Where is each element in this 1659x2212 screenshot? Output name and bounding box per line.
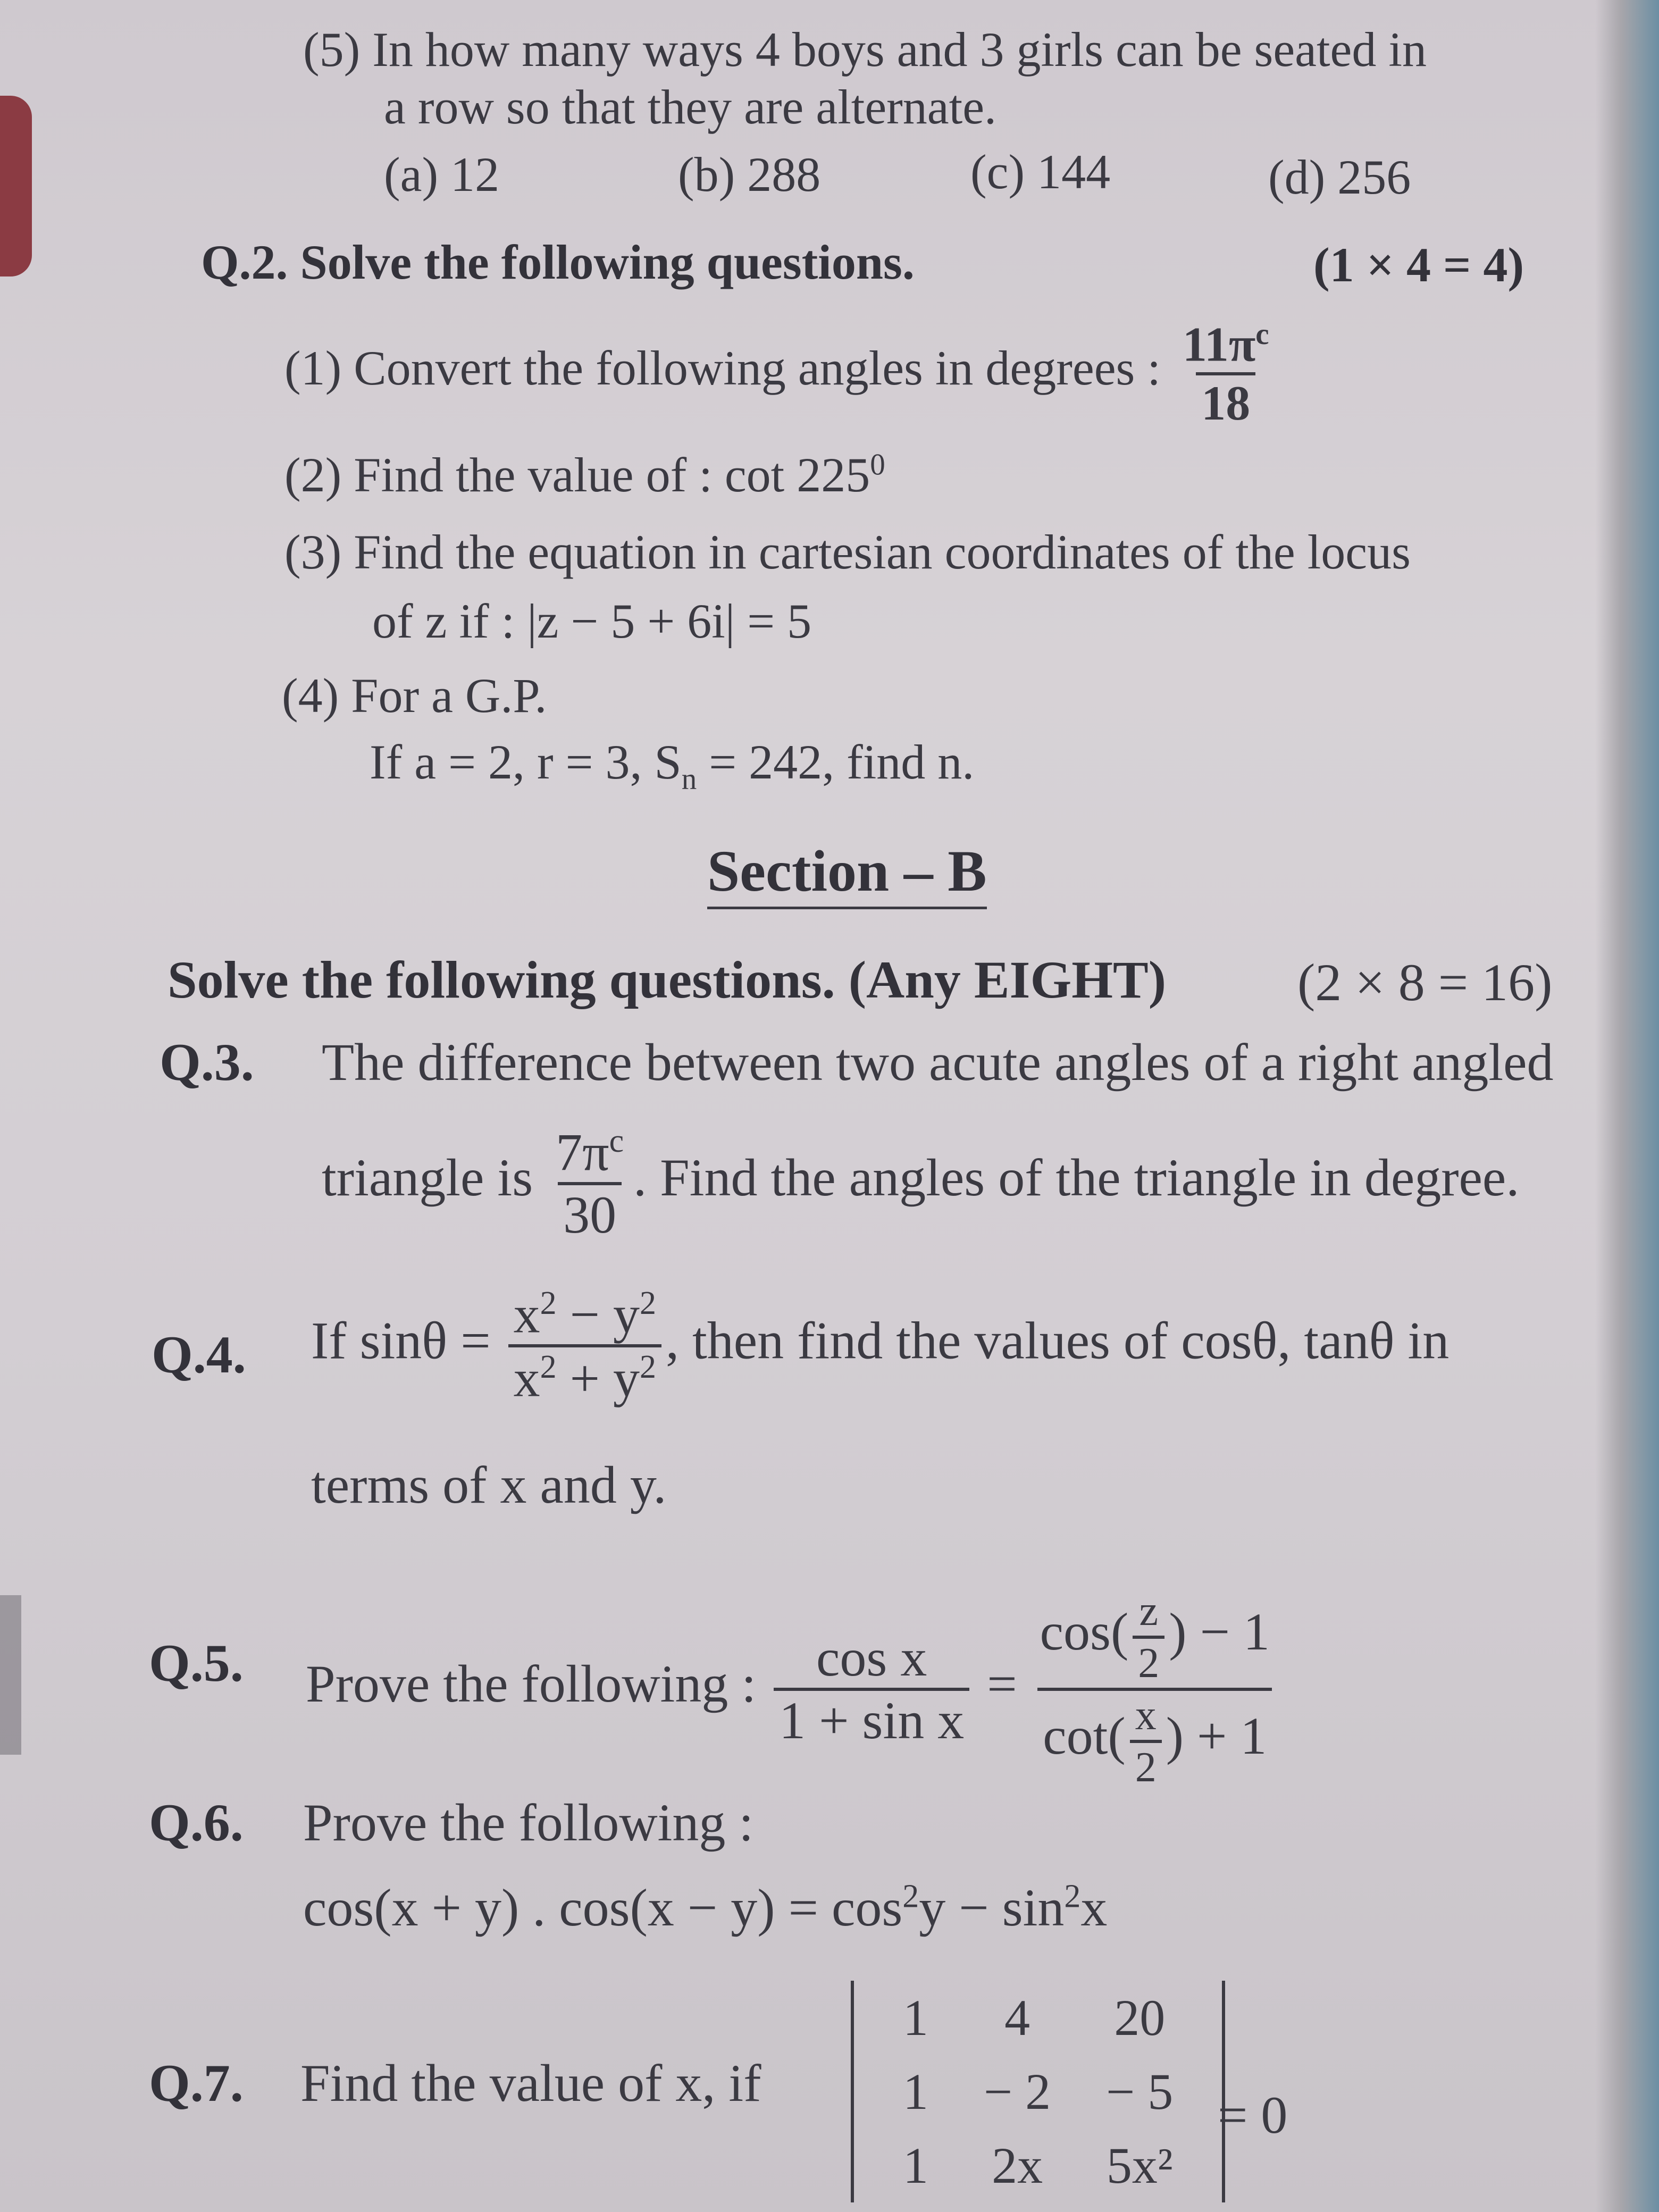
q1-5-option-b: (b) 288 [678, 147, 821, 202]
q5-rhs-den-inner-den: 2 [1130, 1740, 1162, 1789]
q2-part-2-text: Find the value of : cot 225 [354, 448, 870, 502]
page-shadow-decor [0, 1595, 21, 1755]
q4-den-b: + y [556, 1348, 640, 1408]
q7-label: Q.7. [149, 2054, 244, 2113]
q4-num-sup2: 2 [640, 1285, 657, 1321]
q3-text-a: triangle is [322, 1148, 533, 1208]
q4-den-a: x [513, 1348, 540, 1408]
q2-part-4-line2 [370, 734, 974, 796]
q5-statement [306, 1590, 1279, 1789]
q7-matrix [851, 1981, 1225, 2202]
q4-num-sup1: 2 [540, 1285, 557, 1321]
q7-cell-r1c1: 1 [903, 1989, 928, 2046]
section-b-instruction: Solve the following questions. (Any EIGHT) [167, 950, 1167, 1009]
q3-frac-sup: c [609, 1123, 624, 1159]
q2-part-3-line1 [284, 524, 1411, 580]
q1-5-text: In how many ways 4 boys and 3 girls can be seated in [372, 22, 1427, 77]
q4-text-b: , then find the values of cosθ, tanθ in [666, 1311, 1449, 1370]
q7-cell-r3c2: 2x [992, 2137, 1043, 2194]
q2-part-2-number: (2) [284, 448, 342, 502]
q2-part-1 [284, 319, 1279, 428]
q5-text: Prove the following : [306, 1654, 757, 1713]
q2-part-3-line2: of z if : |z − 5 + 6i| = 5 [372, 594, 812, 648]
q7-cell-r1c2: 4 [1004, 1989, 1030, 2046]
q5-rhs-den-a: cot [1043, 1706, 1108, 1765]
q5-rhs-fraction: cos( $\frac{z}{2}$ ) − 1 cot( $\frac{x}{2}$ ) + 1 [1035, 1590, 1275, 1789]
q3-line1: The difference between two acute angles of a right angled [322, 1033, 1554, 1092]
q3-text-b: . Find the angles of the triangle in degree. [633, 1148, 1520, 1208]
q7-cell-r2c3: − 5 [1106, 2063, 1174, 2120]
q6-sup2: 2 [1064, 1878, 1081, 1915]
q4-line1 [311, 1285, 1449, 1408]
q5-lhs-den: 1 + sin x [774, 1688, 969, 1747]
section-b-marks: (2 × 8 = 16) [1297, 953, 1553, 1012]
q2-marks: (1 × 4 = 4) [1313, 238, 1524, 292]
q2-part-4-text-b: = 242, find n. [697, 735, 975, 789]
q3-fraction [550, 1122, 629, 1245]
q5-rhs-num-inner-den: 2 [1133, 1636, 1164, 1685]
q3-frac-num: 7π [556, 1122, 609, 1182]
q4-fraction [508, 1285, 661, 1408]
q3-frac-den: 30 [558, 1182, 622, 1242]
q2-part-1-frac-sup: c [1255, 317, 1269, 351]
q2-part-3-text: Find the equation in cartesian coordinates of the locus [354, 525, 1411, 579]
q2-part-4-sub: n [681, 762, 697, 796]
q6-text-c: x [1080, 1878, 1108, 1937]
q2-part-1-number: (1) [284, 340, 342, 395]
q6-line2 [303, 1877, 1107, 1938]
q4-den-sup2: 2 [640, 1349, 657, 1386]
q2-part-4-number: (4) [282, 668, 339, 723]
section-b-title-text: Section – B [707, 839, 987, 909]
q7-determinant [851, 1981, 1225, 2202]
q5-rhs-num-inner-num: z [1139, 1588, 1159, 1635]
q1-5-line2: a row so that they are alternate. [384, 80, 997, 134]
q5-rhs-num-inner [1133, 1590, 1164, 1685]
q6-line1: Prove the following : [303, 1793, 754, 1852]
q4-den-sup1: 2 [540, 1349, 557, 1386]
q2-part-4-text: For a G.P. [351, 668, 547, 723]
q1-5-option-c: (c) 144 [970, 145, 1111, 199]
q6-text-a: cos(x + y) . cos(x − y) = cos [303, 1878, 903, 1937]
q3-line2 [322, 1122, 1520, 1245]
q2-part-3-number: (3) [284, 525, 342, 579]
page-edge-left-decor [0, 96, 32, 276]
q7-rhs: = 0 [1218, 2085, 1288, 2144]
q2-part-1-frac-den: 18 [1196, 372, 1255, 428]
q7-cell-r3c1: 1 [903, 2137, 928, 2194]
q7-text: Find the value of x, if [300, 2054, 761, 2113]
q4-label: Q.4. [152, 1325, 246, 1384]
section-b-title [707, 837, 987, 905]
q6-sup1: 2 [902, 1878, 919, 1915]
q5-lhs-fraction [774, 1628, 969, 1750]
q2-part-1-frac-num: 11π [1182, 317, 1256, 372]
q5-rhs-den-inner-num: x [1135, 1692, 1157, 1739]
q2-part-2 [284, 447, 885, 503]
q7-cell-r1c3: 20 [1114, 1989, 1166, 2046]
q3-label: Q.3. [160, 1033, 254, 1092]
q7-cell-r2c1: 1 [903, 2063, 928, 2120]
q4-line2: terms of x and y. [311, 1455, 667, 1514]
q1-5-number: (5) [303, 22, 361, 77]
q6-text-b: y − sin [919, 1878, 1065, 1937]
q6-label: Q.6. [149, 1793, 244, 1852]
q5-equals: = [987, 1654, 1017, 1713]
q4-num-a: x [513, 1285, 540, 1344]
page-edge-right-decor [1595, 0, 1659, 2212]
q2-part-1-fraction [1177, 319, 1275, 428]
q4-text-a: If sinθ = [311, 1311, 491, 1370]
q7-cell-r2c2: − 2 [984, 2063, 1051, 2120]
q2-part-4-line1 [282, 667, 547, 724]
q4-num-b: − y [556, 1285, 640, 1344]
q1-5-option-d: (d) 256 [1268, 150, 1411, 204]
q1-5-option-a: (a) 12 [384, 147, 500, 202]
q5-rhs-num-b: − 1 [1200, 1602, 1270, 1661]
q2-part-2-degree: 0 [870, 448, 885, 482]
q2-part-4-text-a: If a = 2, r = 3, S [370, 735, 682, 789]
q5-label: Q.5. [149, 1633, 244, 1692]
q1-5-line1 [303, 21, 1427, 78]
q2-heading: Q.2. Solve the following questions. [201, 235, 915, 289]
q7-cell-r3c3: 5x² [1106, 2137, 1173, 2194]
q5-rhs-num-a: cos [1040, 1602, 1111, 1661]
q2-part-1-text: Convert the following angles in degrees : [354, 340, 1161, 395]
q5-lhs-num: cos x [816, 1628, 927, 1687]
q5-rhs-den-b: + 1 [1197, 1706, 1267, 1765]
q5-rhs-den-inner [1130, 1694, 1162, 1789]
